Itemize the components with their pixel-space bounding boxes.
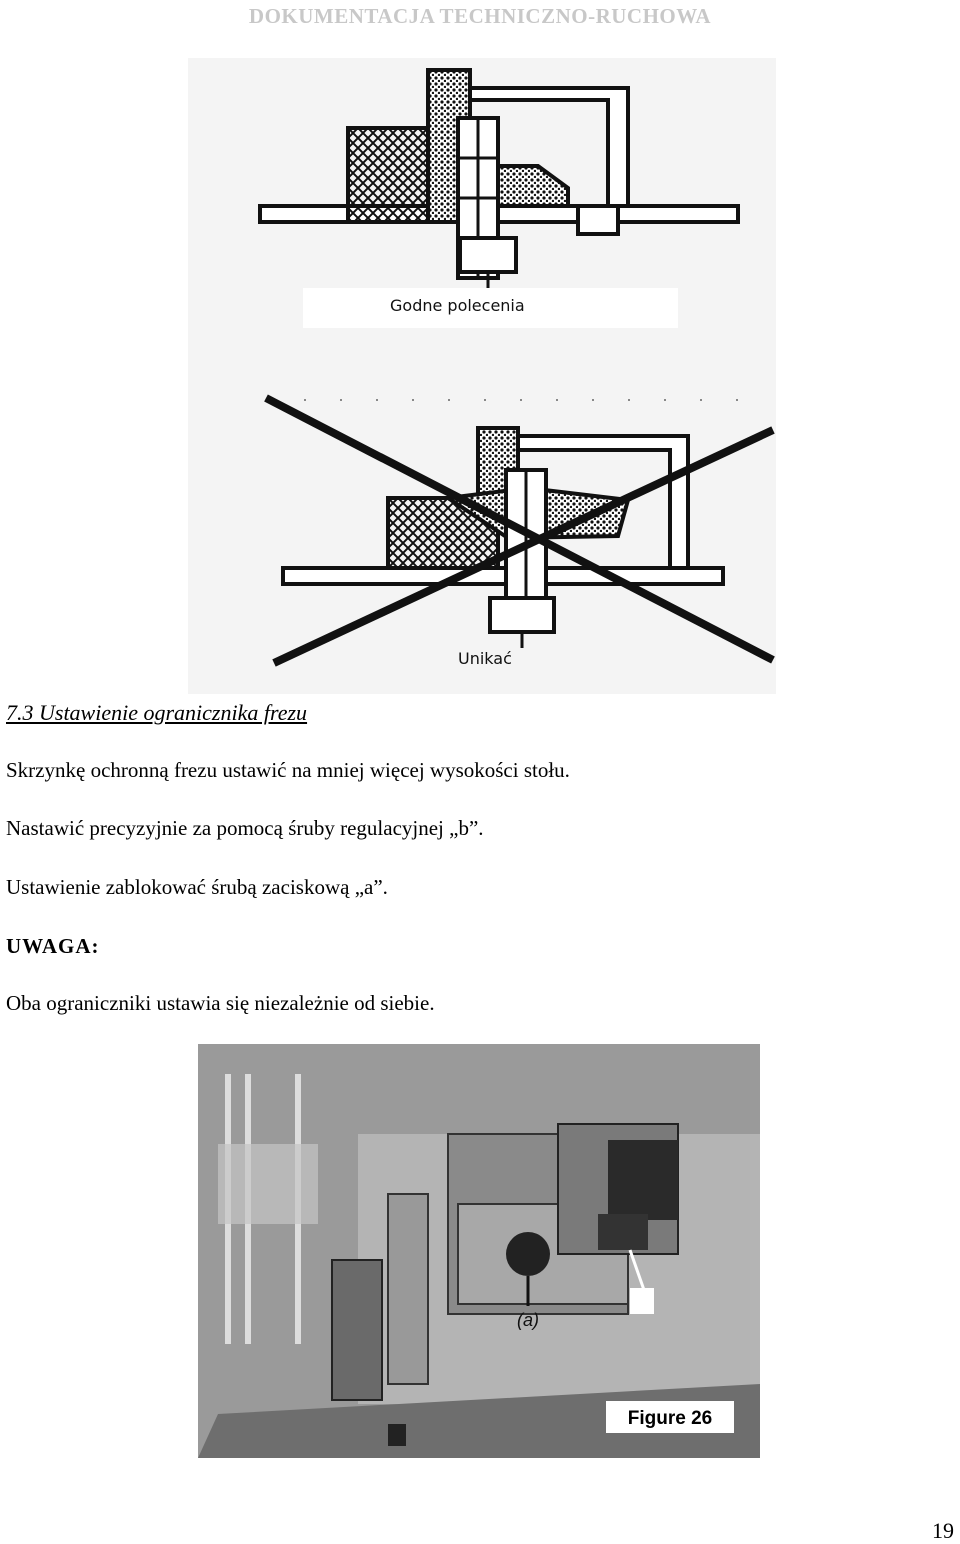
label-good: Godne polecenia bbox=[390, 296, 525, 315]
warning-label: UWAGA: bbox=[6, 934, 100, 958]
paragraph-3: Ustawienie zablokować śrubą zaciskową „a”. bbox=[6, 875, 388, 899]
callout-a: (a) bbox=[517, 1310, 539, 1330]
warning-text: Oba ograniczniki ustawia się niezależnie od siebie. bbox=[6, 991, 435, 1015]
paragraph-1: Skrzynkę ochronną frezu ustawić na mniej więcej wysokości stołu. bbox=[6, 758, 570, 782]
figure-26-photo bbox=[198, 1044, 760, 1458]
figure-26-label: Figure 26 bbox=[627, 1408, 713, 1429]
section-title: 7.3 Ustawienie ogranicznika frezu bbox=[6, 700, 308, 725]
paragraph-2: Nastawić precyzyjnie za pomocą śruby regulacyjnej „b”. bbox=[6, 816, 484, 840]
cutter-guard-diagram bbox=[188, 58, 776, 694]
header-title: DOKUMENTACJA TECHNICZNO-RUCHOWA bbox=[248, 4, 712, 28]
page-number: 19 bbox=[932, 1518, 954, 1543]
label-avoid: Unikać bbox=[458, 649, 512, 668]
document-header bbox=[0, 4, 960, 29]
